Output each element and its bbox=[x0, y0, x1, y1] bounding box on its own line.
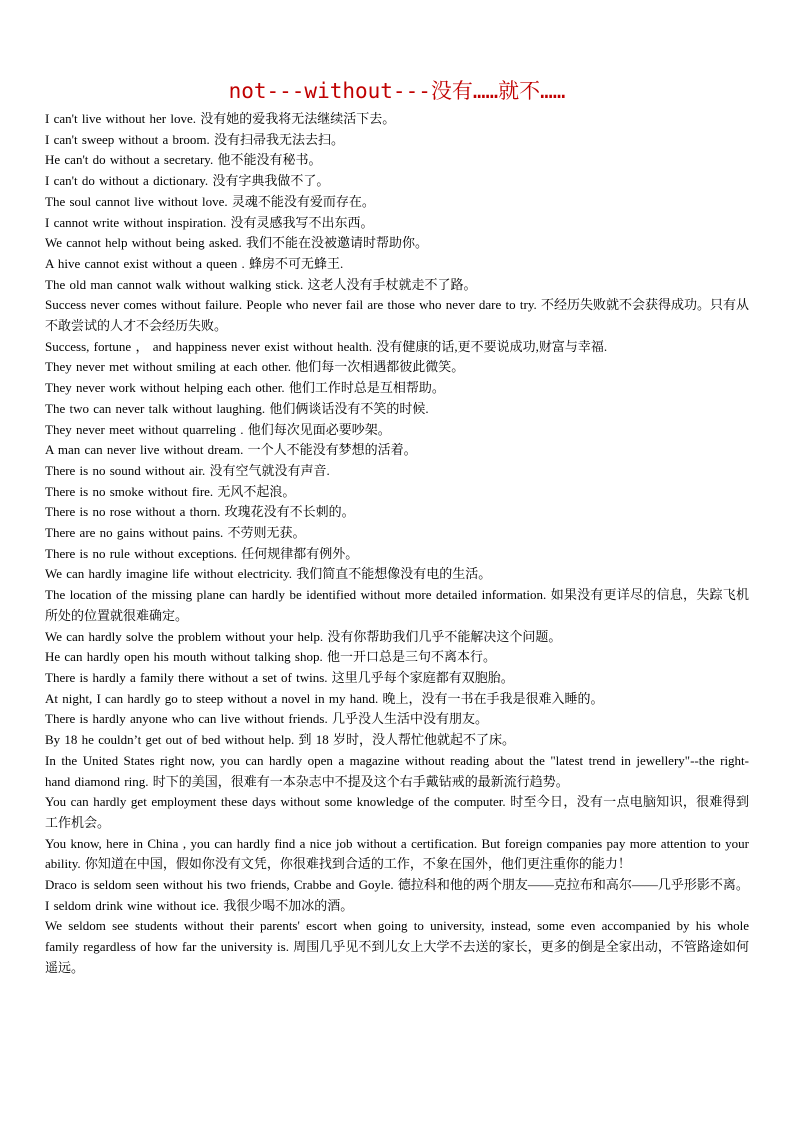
sentence-line: I can't sweep without a broom. 没有扫帚我无法去扫。 bbox=[45, 131, 344, 147]
sentence-line: We seldom see students without their parents' escort when going to university, instead, some even accompanied by his whole family regardless of how far the university is. 周围几乎见不到儿女上大学不去送的家长，更多的倒是全家出动，不管路途如何遥远。 bbox=[45, 918, 749, 975]
sentence-line: I can't do without a dictionary. 没有字典我做不了。 bbox=[45, 173, 330, 189]
sentence-line: They never meet without quarreling . 他们每次见面必要吵架。 bbox=[45, 421, 391, 437]
sentence-line: We can hardly imagine life without electricity. 我们简直不能想像没有电的生活。 bbox=[45, 566, 492, 582]
sentence-line: There is no rule without exceptions. 任何规律都有例外。 bbox=[45, 545, 359, 561]
sentence-line: Success, fortune ， and happiness never exist without health. 没有健康的话,更不要说成功,财富与幸福. bbox=[45, 338, 608, 354]
sentence-line: Success never comes without failure. People who never fail are those who never dare to try. 不经历失败就不会获得成功。只有从不敢尝试的人才不会经历失败。 bbox=[45, 297, 749, 334]
sentence-line: There is no sound without air. 没有空气就没有声音. bbox=[45, 462, 330, 478]
sentence-line: You can hardly get employment these days without some knowledge of the computer. 时至今日，没有一点电脑知识，很难得到工作机会。 bbox=[45, 794, 749, 830]
sentence-line: You know, here in China , you can hardly find a nice job without a certification. But foreign companies pay more attention to your ability. 你知道在中国，假如你没有文凭，你很难找到合适的工作，不象在国外，他们更注重你的能力！ bbox=[45, 835, 749, 872]
sentence-line: A man can never live without dream. 一个人不能没有梦想的活着。 bbox=[45, 442, 417, 458]
sentence-list bbox=[45, 109, 749, 979]
sentence-line: The old man cannot walk without walking stick. 这老人没有手杖就走不了路。 bbox=[45, 276, 477, 292]
sentence-line: I cannot write without inspiration. 没有灵感我写不出东西。 bbox=[45, 214, 374, 230]
sentence-line: There is no rose without a thorn. 玫瑰花没有不长刺的。 bbox=[45, 504, 355, 520]
sentence-line: They never met without smiling at each other. 他们每一次相遇都彼此微笑。 bbox=[45, 359, 465, 375]
sentence-line: There are no gains without pains. 不劳则无获。 bbox=[45, 525, 306, 541]
sentence-line: Draco is seldom seen without his two friends, Crabbe and Goyle. 德拉科和他的两个朋友——克拉布和高尔——几乎形影不离。 bbox=[45, 877, 749, 893]
sentence-line: By 18 he couldn’t get out of bed without help. 到 18 岁时，没人帮忙他就起不了床。 bbox=[45, 732, 515, 748]
sentence-line: They never work without helping each other. 他们工作时总是互相帮助。 bbox=[45, 380, 445, 396]
sentence-line: He can't do without a secretary. 他不能没有秘书。 bbox=[45, 152, 322, 168]
page-title: not---without---没有……就不…… bbox=[228, 79, 566, 103]
sentence-line: There is hardly a family there without a set of twins. 这里几乎每个家庭都有双胞胎。 bbox=[45, 669, 514, 685]
sentence-line: I can't live without her love. 没有她的爱我将无法继续活下去。 bbox=[45, 111, 396, 126]
sentence-line: He can hardly open his mouth without talking shop. 他一开口总是三句不离本行。 bbox=[45, 649, 496, 665]
sentence-line: A hive cannot exist without a queen . 蜂房不可无蜂王. bbox=[45, 255, 344, 271]
sentence-line: I seldom drink wine without ice. 我很少喝不加冰的酒。 bbox=[45, 897, 354, 913]
sentence-line: The location of the missing plane can hardly be identified without more detailed information. 如果没有更详尽的信息，失踪飞机所处的位置就很难确定。 bbox=[45, 587, 749, 623]
sentence-line: At night, I can hardly go to steep without a novel in my hand. 晚上，没有一书在手我是很难入睡的。 bbox=[45, 690, 604, 706]
sentence-line: There is no smoke without fire. 无风不起浪。 bbox=[45, 483, 296, 499]
sentence-line: In the United States right now, you can hardly open a magazine without reading about the "latest trend in jewellery"--the right-hand diamond ring. 时下的美国，很难有一本杂志中不提及这个右手戴钻戒的最新流行趋势。 bbox=[45, 752, 749, 789]
sentence-line: The soul cannot live without love. 灵魂不能没有爱而存在。 bbox=[45, 193, 375, 209]
sentence-line: We can hardly solve the problem without your help. 没有你帮助我们几乎不能解决这个问题。 bbox=[45, 628, 562, 644]
sentence-line: We cannot help without being asked. 我们不能在没被邀请时帮助你。 bbox=[45, 235, 428, 251]
sentence-line: The two can never talk without laughing. 他们俩谈话没有不笑的时候. bbox=[45, 400, 429, 416]
sentence-line: There is hardly anyone who can live without friends. 几乎没人生活中没有朋友。 bbox=[45, 711, 488, 727]
